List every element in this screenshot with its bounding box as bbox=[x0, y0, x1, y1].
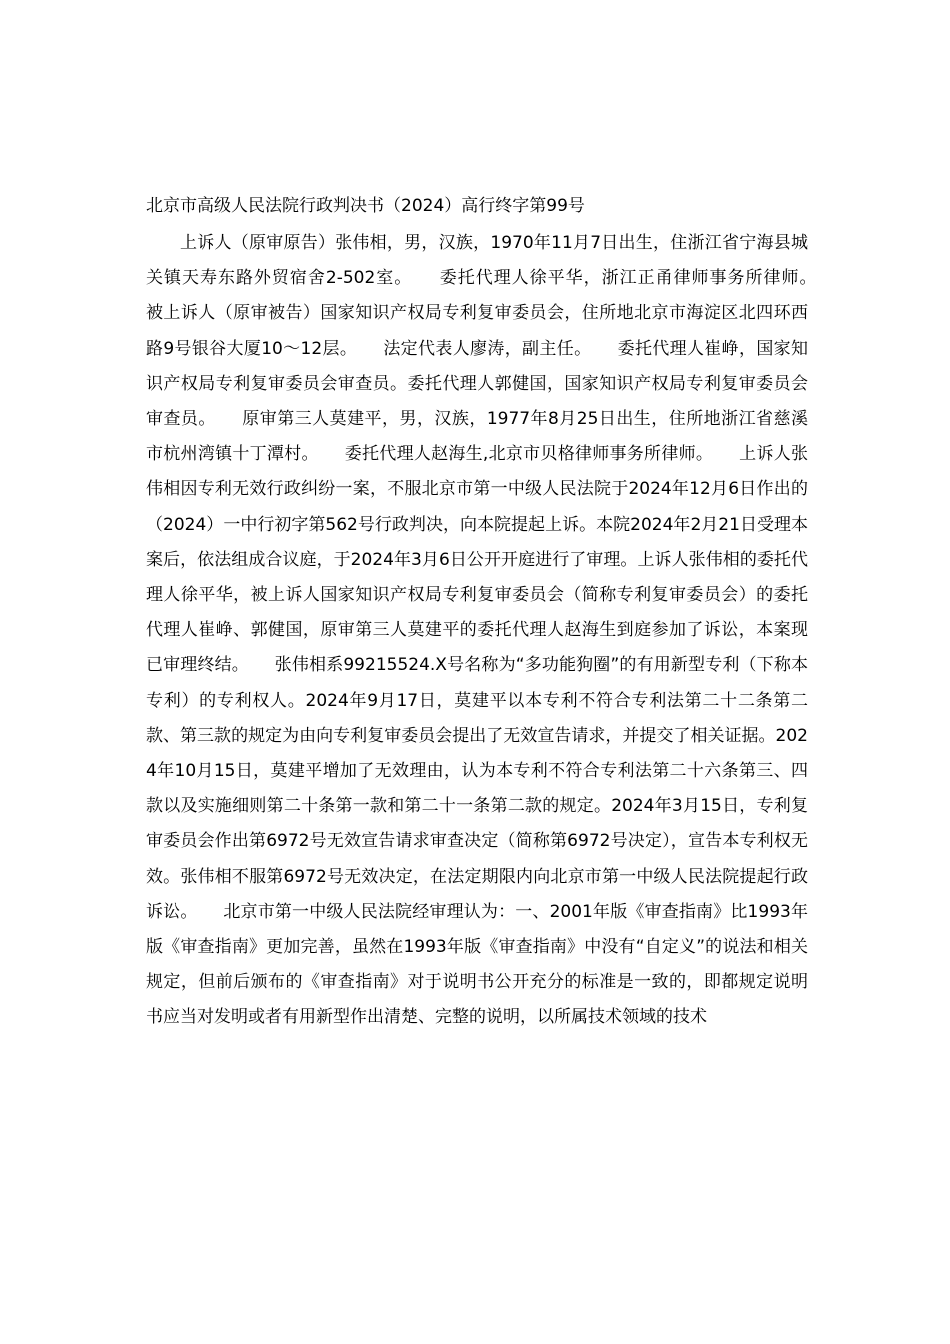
document-body: 上诉人（原审原告）张伟相，男，汉族，1970年11月7日出生，住浙江省宁海县城关镇天寿东路外贸宿舍2-502室。 委托代理人徐平华，浙江正甬律师事务所律师。 被上诉人（原审被告）国家知识产权局专利复审委员会，住所地北京市海淀区北四环西路9号银谷大厦10～12层。 法定代表人廖涛，副主任。 委托代理人崔峥，国家知识产权局专利复审委员会审查员。委托代理人郭健国，国家知识产权局专利复审委员会审查员。 原审第三人莫建平，男，汉族，1977年8月25日出生，住所地浙江省慈溪市杭州湾镇十丁潭村。 委托代理人赵海生,北京市贝格律师事务所律师。 上诉人张伟相因专利无效行政纠纷一案，不服北京市第一中级人民法院于2024年12月6日作出的（2024）一中行初字第562号行政判决，向本院提起上诉。本院2024年2月21日受理本案后，依法组成合议庭，于2024年3月6日公开开庭进行了审理。上诉人张伟相的委托代理人徐平华，被上诉人国家知识产权局专利复审委员会（简称专利复审委员会）的委托代理人崔峥、郭健国，原审第三人莫建平的委托代理人赵海生到庭参加了诉讼，本案现已审理终结。 张伟相系99215524.X号名称为“多功能狗圈”的有用新型专利（下称本专利）的专利权人。2024年9月17日，莫建平以本专利不符合专利法第二十二条第二款、第三款的规定为由向专利复审委员会提出了无效宣告请求，并提交了相关证据。2024年10月15日，莫建平增加了无效理由，认为本专利不符合专利法第二十六条第三、四款以及实施细则第二十条第一款和第二十一条第二款的规定。2024年3月15日，专利复审委员会作出第6972号无效宣告请求审查决定（简称第6972号决定），宣告本专利权无效。张伟相不服第6972号无效决定，在法定期限内向北京市第一中级人民法院提起行政诉讼。 北京市第一中级人民法院经审理认为：一、2001年版《审查指南》比1993年版《审查指南》更加完善，虽然在1993年版《审查指南》中没有“自定义”的说法和相关规定，但前后颁布的《审查指南》对于说明书公开充分的标准是一致的，即都规定说明书应当对发明或者有用新型作出清楚、完整的说明，以所属技术领域的技术 bbox=[146, 233, 842, 1028]
document-title: 北京市高级人民法院行政判决书（2024）高行终字第99号 bbox=[146, 196, 585, 216]
